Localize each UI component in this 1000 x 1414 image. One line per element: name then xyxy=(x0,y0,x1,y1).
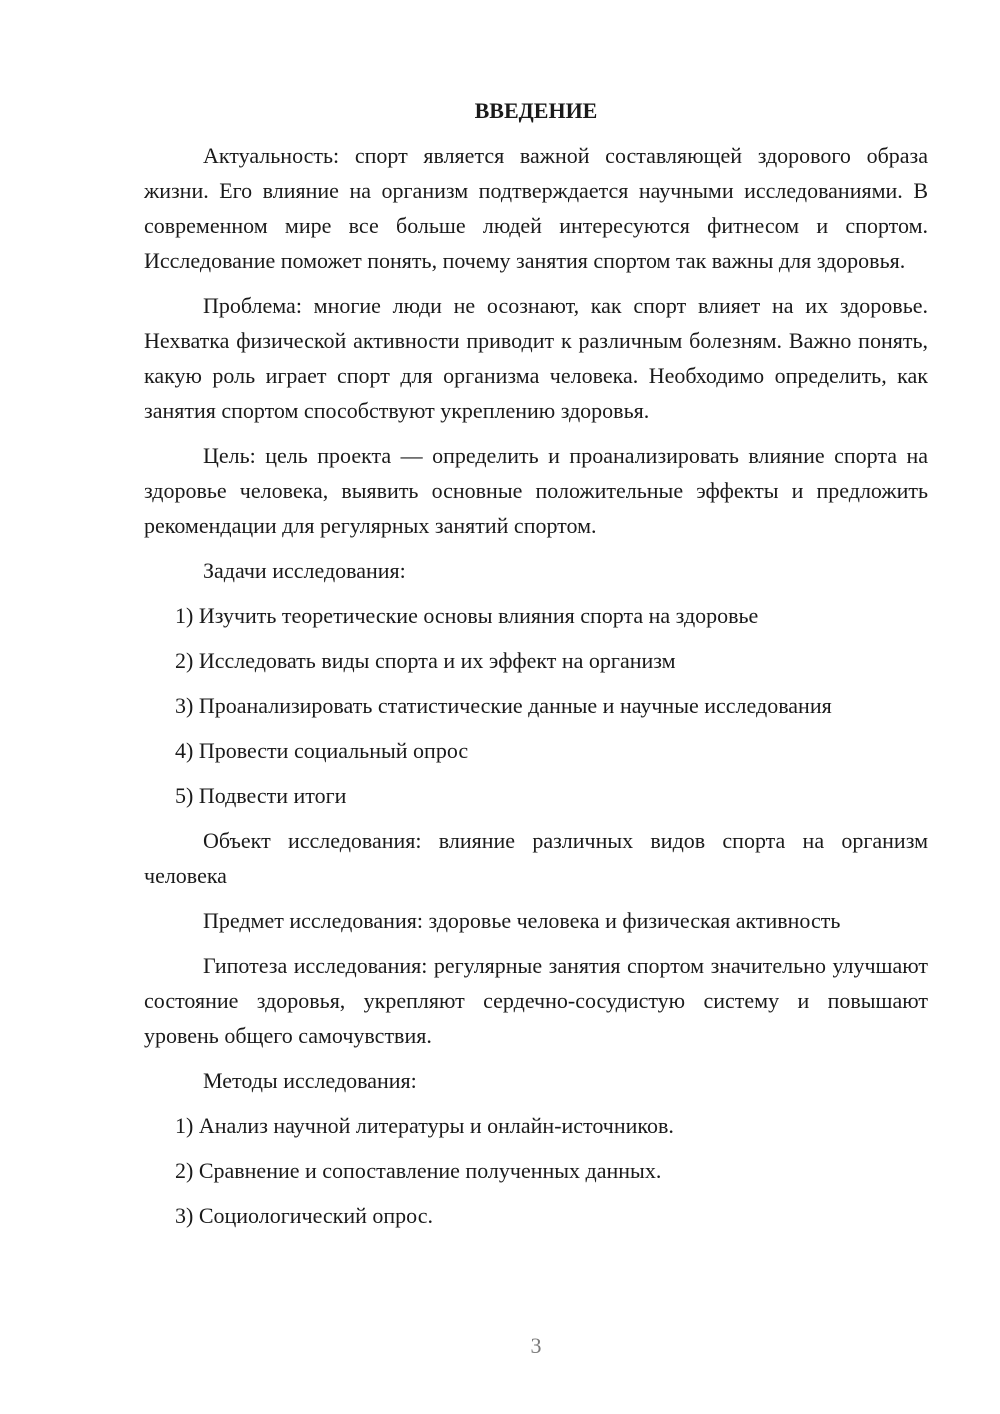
goal-paragraph: Цель: цель проекта — определить и проанализировать влияние спорта на здоровье человека, выявить основные положительные эффекты и предложить рекомендации для регулярных занятий спортом. xyxy=(144,443,928,538)
relevance-paragraph: Актуальность: спорт является важной составляющей здорового образа жизни. Его влияние на организм подтверждается научными исследованиями. В современном мире все больше людей интересуются фитнесом и спортом. Исследование поможет понять, почему занятия спортом так важны для здоровья. xyxy=(144,143,928,273)
methods-heading: Методы исследования: xyxy=(203,1068,417,1093)
list-item: 4) Провести социальный опрос xyxy=(175,738,469,763)
tasks-heading: Задачи исследования: xyxy=(203,558,406,583)
tasks-list xyxy=(144,598,928,813)
subject-paragraph: Предмет исследования: здоровье человека и физическая активность xyxy=(203,908,841,933)
methods-list xyxy=(144,1108,928,1233)
object-paragraph: Объект исследования: влияние различных видов спорта на организм человека xyxy=(144,828,928,888)
document-page xyxy=(144,96,928,1243)
page-title: ВВЕДЕНИЕ xyxy=(474,98,598,123)
page-number: 3 xyxy=(530,1333,542,1358)
list-item: 2) Сравнение и сопоставление полученных данных. xyxy=(175,1158,662,1183)
list-item: 5) Подвести итоги xyxy=(175,783,347,808)
list-item: 2) Исследовать виды спорта и их эффект на организм xyxy=(175,648,676,673)
list-item: 1) Анализ научной литературы и онлайн-источников. xyxy=(175,1113,674,1138)
list-item: 1) Изучить теоретические основы влияния спорта на здоровье xyxy=(175,603,759,628)
list-item: 3) Проанализировать статистические данные и научные исследования xyxy=(175,693,832,718)
list-item: 3) Социологический опрос. xyxy=(175,1203,433,1228)
problem-paragraph: Проблема: многие люди не осознают, как спорт влияет на их здоровье. Нехватка физической активности приводит к различным болезням. Важно понять, какую роль играет спорт для организма человека. Необходимо определить, как занятия спортом способствуют укреплению здоровья. xyxy=(144,293,928,423)
hypothesis-paragraph: Гипотеза исследования: регулярные занятия спортом значительно улучшают состояние здоровья, укрепляют сердечно-сосудистую систему и повышают уровень общего самочувствия. xyxy=(144,953,928,1048)
